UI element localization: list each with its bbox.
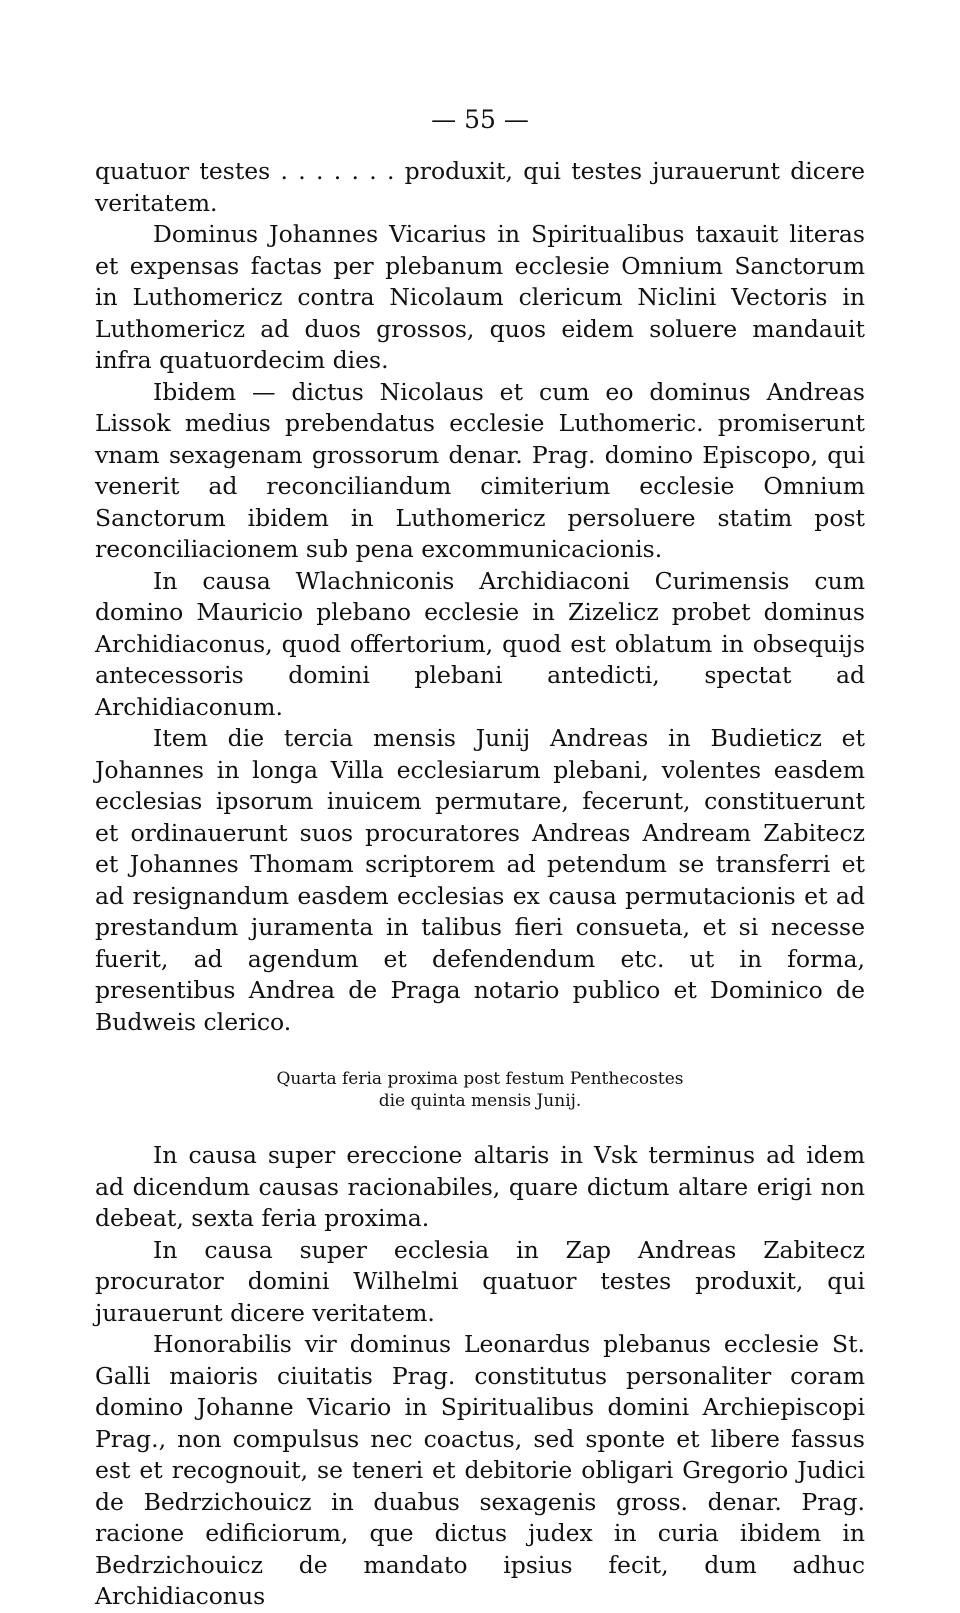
- page-body: [95, 100, 865, 1613]
- paragraph: Item die tercia mensis Junij Andreas in Budieticz et Johannes in longa Villa ecclesiarum plebani, volentes easdem ecclesias ipsorum inuicem permutare, fecerunt, constituerunt et ordinauerunt suos procuratores Andreas Andream Zabitecz et Johannes Thomam scriptorem ad petendum se transferri et ad resignandum easdem ecclesias ex causa permutacionis et ad prestandum juramenta in talibus fieri consueta, et si necesse fuerit, ad agendum et defendendum etc. ut in forma, presentibus Andrea de Praga notario publico et Dominico de Budweis clerico.: [95, 724, 865, 1036]
- paragraph: Dominus Johannes Vicarius in Spiritualibus taxauit literas et expensas factas per plebanum ecclesie Omnium Sanctorum in Luthomericz contra Nicolaum clericum Niclini Vectoris in Luthomericz ad duos grossos, quos eidem soluere mandauit infra quatuordecim dies.: [95, 220, 865, 374]
- section-heading-line: die quinta mensis Junij.: [378, 1091, 582, 1111]
- paragraph: Ibidem — dictus Nicolaus et cum eo dominus Andreas Lissok medius prebendatus ecclesie Luthomeric. promiserunt vnam sexagenam grossorum denar. Prag. domino Episcopo, qui venerit ad reconciliandum cimiterium ecclesie Omnium Sanctorum ibidem in Luthomericz persoluere statim post reconciliacionem sub pena excommunicacionis.: [95, 377, 865, 563]
- paragraph: In causa super ereccione altaris in Vsk terminus ad idem ad dicendum causas racionabiles, quare dictum altare erigi non debeat, sexta feria proxima.: [95, 1141, 865, 1232]
- page-number: — 55 —: [431, 105, 529, 134]
- paragraph: quatuor testes . . . . . . . produxit, qui testes jurauerunt dicere veritatem.: [95, 157, 865, 217]
- paragraph: In causa super ecclesia in Zap Andreas Zabitecz procurator domini Wilhelmi quatuor testes produxit, qui jurauerunt dicere veritatem.: [95, 1235, 865, 1327]
- section-heading: [95, 1068, 865, 1112]
- section-heading-line: Quarta feria proxima post festum Penthecostes: [276, 1069, 684, 1089]
- paragraph: Honorabilis vir dominus Leonardus plebanus ecclesie St. Galli maioris ciuitatis Prag. constitutus personaliter coram domino Johanne Vicario in Spiritualibus domini Archiepiscopi Prag., non compulsus nec coactus, sed sponte et libere fassus est et recognouit, se teneri et debitorie obligari Gregorio Judici de Bedrzichouicz in duabus sexagenis gross. denar. Prag. racione edificiorum, que dictus judex in curia ibidem in Bedrzichouicz de mandato ipsius fecit, dum adhuc Archidiaconus: [95, 1330, 865, 1610]
- paragraph: In causa Wlachniconis Archidiaconi Curimensis cum domino Mauricio plebano ecclesie in Zizelicz probet dominus Archidiaconus, quod offertorium, quod est oblatum in obsequijs antecessoris domini plebani antedicti, spectat ad Archidiaconum.: [95, 566, 865, 721]
